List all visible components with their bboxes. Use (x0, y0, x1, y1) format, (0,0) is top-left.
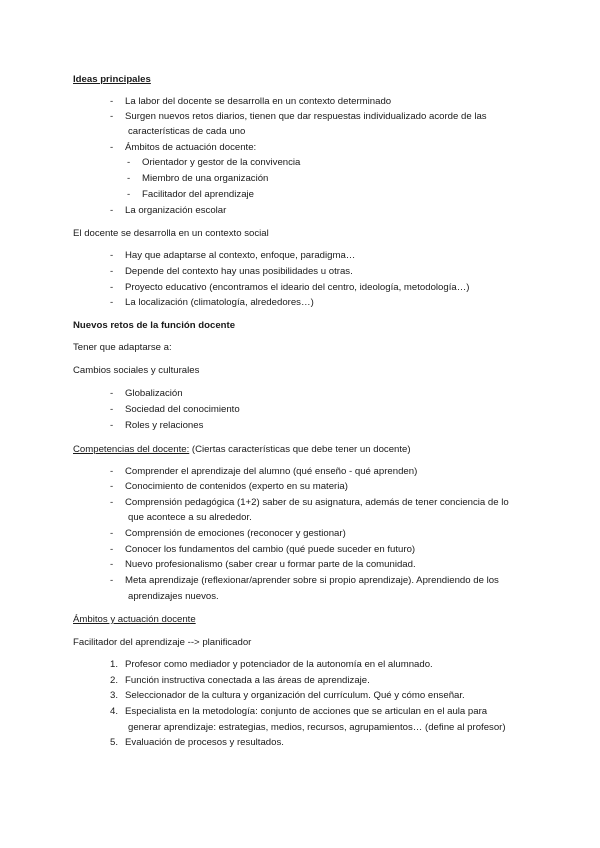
sub-list-item: Facilitador del aprendizaje (142, 189, 254, 200)
bullet-dash: - (110, 250, 114, 261)
list-item-continuation: que acontece a su alrededor. (128, 512, 252, 523)
bullet-dash: - (110, 481, 114, 492)
list-item: Conocer los fundamentos del cambio (qué puede suceder en futuro) (125, 544, 416, 555)
bullet-dash: - (110, 466, 114, 477)
list-item: La localización (climatología, alrededores…) (125, 297, 314, 308)
list-item: Comprensión de emociones (reconocer y gestionar) (125, 528, 346, 539)
bullet-dash: - (110, 111, 114, 122)
bullet-dash: - (127, 173, 131, 184)
bullet-dash: - (110, 282, 114, 293)
list-item: Globalización (125, 388, 183, 399)
list-item: Depende del contexto hay unas posibilidades u otras. (125, 266, 353, 277)
bullet-dash: - (110, 497, 114, 508)
list-item-continuation: características de cada uno (128, 126, 246, 137)
numbered-item: Evaluación de procesos y resultados. (125, 737, 284, 748)
sub-list-item: Orientador y gestor de la convivencia (142, 157, 301, 168)
heading-contexto-social: El docente se desarrolla en un contexto social (73, 228, 269, 239)
bullet-dash: - (110, 266, 114, 277)
bullet-dash: - (110, 404, 114, 415)
numbered-item-continuation: generar aprendizaje: estrategias, medios, recursos, agrupamientos… (define al profesor) (128, 722, 506, 733)
bullet-dash: - (110, 420, 114, 431)
list-item: La organización escolar (125, 205, 227, 216)
list-item: Nuevo profesionalismo (saber crear u formar parte de la comunidad. (125, 559, 416, 570)
bullet-dash: - (110, 205, 114, 216)
numbered-item: Función instructiva conectada a las áreas de aprendizaje. (125, 675, 370, 686)
bullet-dash: - (110, 388, 114, 399)
list-number: 4. (110, 706, 119, 717)
list-item: Conocimiento de contenidos (experto en su materia) (125, 481, 348, 492)
list-item: Comprensión pedagógica (1+2) saber de su asignatura, además de tener conciencia de lo (125, 497, 509, 508)
list-item: Hay que adaptarse al contexto, enfoque, paradigma… (125, 250, 356, 261)
bullet-dash: - (110, 297, 114, 308)
bullet-dash: - (110, 142, 114, 153)
list-item: La labor del docente se desarrolla en un contexto determinado (125, 96, 392, 107)
subheading-facilitador: Facilitador del aprendizaje --> planificador (73, 637, 252, 648)
list-number: 3. (110, 690, 119, 701)
list-number: 5. (110, 737, 119, 748)
list-item: Ámbitos de actuación docente: (125, 142, 257, 153)
list-number: 2. (110, 675, 119, 686)
list-item: Meta aprendizaje (reflexionar/aprender sobre si propio aprendizaje). Aprendiendo de los (125, 575, 499, 586)
heading-competencias-title: Competencias del docente: (73, 444, 190, 455)
list-item: Surgen nuevos retos diarios, tienen que dar respuestas individualizado acorde de las (125, 111, 487, 122)
heading-ambitos: Ámbitos y actuación docente (73, 614, 196, 625)
paragraph: Tener que adaptarse a: (73, 342, 172, 353)
bullet-dash: - (127, 189, 131, 200)
list-item: Comprender el aprendizaje del alumno (qué enseño - qué aprenden) (125, 466, 418, 477)
numbered-item: Seleccionador de la cultura y organización del currículum. Qué y cómo enseñar. (125, 690, 465, 701)
numbered-item: Especialista en la metodología: conjunto de acciones que se articulan en el aula para (125, 706, 488, 717)
numbered-item: Profesor como mediador y potenciador de la autonomía en el alumnado. (125, 659, 433, 670)
heading-nuevos-retos: Nuevos retos de la función docente (73, 320, 236, 331)
list-number: 1. (110, 659, 119, 670)
list-item: Proyecto educativo (encontramos el ideario del centro, ideología, metodología…) (125, 282, 470, 293)
bullet-dash: - (110, 96, 114, 107)
list-item: Sociedad del conocimiento (125, 404, 240, 415)
heading-competencias (73, 444, 411, 456)
list-item: Roles y relaciones (125, 420, 204, 431)
paragraph: Cambios sociales y culturales (73, 365, 200, 376)
heading-ideas-principales: Ideas principales (73, 74, 151, 85)
bullet-dash: - (110, 559, 114, 570)
bullet-dash: - (110, 575, 114, 586)
list-item-continuation: aprendizajes nuevos. (128, 591, 219, 602)
heading-competencias-note: (Ciertas características que debe tener un docente) (189, 444, 411, 455)
bullet-dash: - (127, 157, 131, 168)
bullet-dash: - (110, 544, 114, 555)
sub-list-item: Miembro de una organización (142, 173, 269, 184)
bullet-dash: - (110, 528, 114, 539)
